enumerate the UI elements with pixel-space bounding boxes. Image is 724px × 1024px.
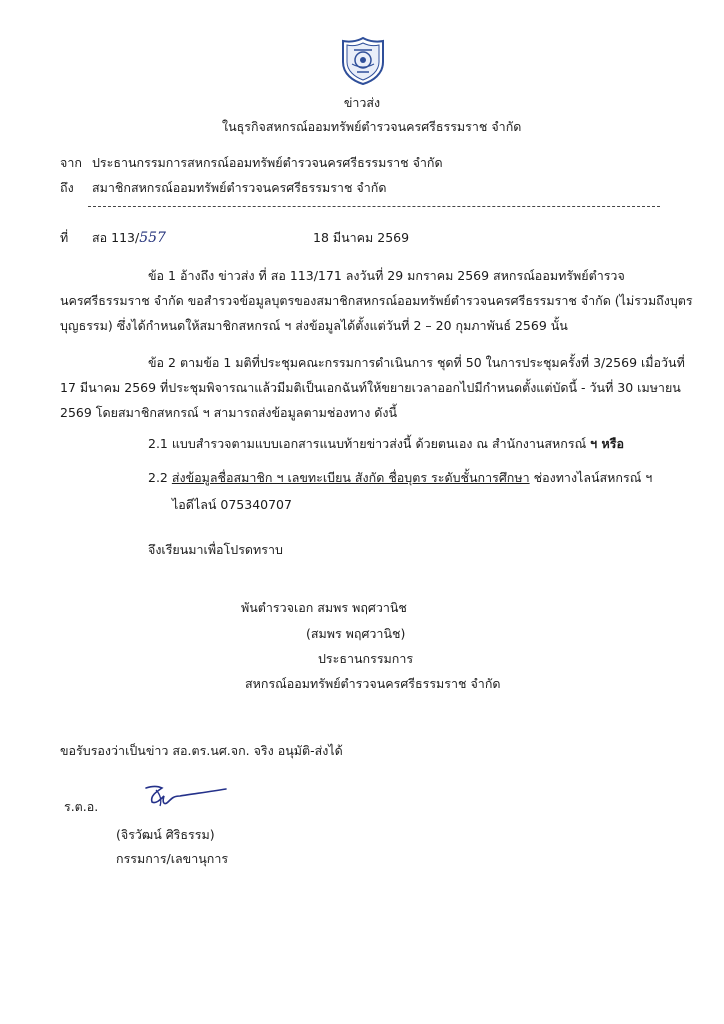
line-id: ไอดีไลน์ 075340707 [172, 497, 292, 512]
item1-line3: บุญธรรม) ซึ่งได้กำหนดให้สมาชิกสหกรณ์ ฯ ส่งข้อมูลได้ตั้งแต่วันที่ 2 – 20 กุมภาพันธ์ 2569 นั้น [60, 318, 568, 333]
item2-line2: 17 มีนาคม 2569 ที่ประชุมพิจารณาแล้วมีมติเป็นเอกฉันท์ให้ขยายเวลาออกไปมีกำหนดตั้งแต่บัดนี้ - วันที่ 30 เมษายน [60, 380, 681, 395]
item2-line3: 2569 โดยสมาชิกสหกรณ์ ฯ สามารถส่งข้อมูลตามช่องทาง ดังนี้ [60, 405, 398, 420]
document-subtitle: ในธุรกิจสหกรณ์ออมทรัพย์ตำรวจนครศรีธรรมราช จำกัด [222, 119, 522, 134]
from-label: จาก [60, 155, 82, 170]
sub-item-2-2 [148, 468, 652, 488]
item2-line1: ข้อ 2 ตามข้อ 1 มติที่ประชุมคณะกรรมการดำเนินการ ชุดที่ 50 ในการประชุมครั้งที่ 3/2569 เมื่อวันที่ [148, 355, 685, 370]
closing-text: จึงเรียนมาเพื่อโปรดทราบ [148, 542, 283, 557]
signer-org: สหกรณ์ออมทรัพย์ตำรวจนครศรีธรรมราช จำกัด [245, 676, 501, 691]
police-emblem-icon [340, 36, 386, 86]
sub-item-2-2-suffix: ช่องทางไลน์สหกรณ์ ฯ [529, 470, 653, 485]
signer-name-line: พันตำรวจเอก สมพร พฤศวานิช [241, 600, 407, 615]
sub-item-2-1 [148, 434, 624, 454]
certifier-title: กรรมการ/เลขานุการ [116, 851, 229, 866]
sub-item-2-2-prefix: 2.2 [148, 470, 172, 485]
ref-number [92, 228, 166, 248]
from-text: ประธานกรรมการสหกรณ์ออมทรัพย์ตำรวจนครศรีธรรมราช จำกัด [92, 155, 443, 170]
ref-number-prefix: สอ 113/ [92, 230, 140, 245]
sub-item-2-1-text: 2.1 แบบสำรวจตามแบบเอกสารแนบท้ายข่าวส่งนี้ ด้วยตนเอง ณ สำนักงานสหกรณ์ [148, 436, 591, 451]
sub-item-2-1-bold: ฯ หรือ [590, 436, 624, 451]
certify-text: ขอรับรองว่าเป็นข่าว สอ.ตร.นศ.จก. จริง อนุมัติ-ส่งได้ [60, 743, 343, 758]
sub-item-2-2-underlined: ส่งข้อมูลชื่อสมาชิก ฯ เลขทะเบียน สังกัด ชื่อบุตร ระดับชั้นการศึกษา [171, 470, 530, 485]
signer-name-paren: (สมพร พฤศวานิช) [306, 626, 406, 641]
signature-scribble [138, 780, 230, 814]
divider [88, 206, 660, 207]
ref-label: ที่ [60, 230, 69, 245]
handwritten-number: 557 [139, 230, 166, 246]
certifier-name: (จิรวัฒน์ ศิริธรรม) [116, 827, 215, 842]
to-text: สมาชิกสหกรณ์ออมทรัพย์ตำรวจนครศรีธรรมราช จำกัด [92, 180, 387, 195]
signer-position: ประธานกรรมการ [318, 651, 414, 666]
ref-date: 18 มีนาคม 2569 [313, 230, 410, 245]
item1-line1: ข้อ 1 อ้างถึง ข่าวส่ง ที่ สอ 113/171 ลงวันที่ 29 มกราคม 2569 สหกรณ์ออมทรัพย์ตำรวจ [148, 268, 625, 283]
to-label: ถึง [60, 180, 74, 195]
document-title: ข่าวส่ง [343, 95, 381, 110]
item1-line2: นครศรีธรรมราช จำกัด ขอสำรวจข้อมูลบุตรของสมาชิกสหกรณ์ออมทรัพย์ตำรวจนครศรีธรรมราช จำกัด (ไม่รวมถึงบุตร [60, 293, 693, 308]
certifier-rank: ร.ต.อ. [64, 799, 99, 814]
